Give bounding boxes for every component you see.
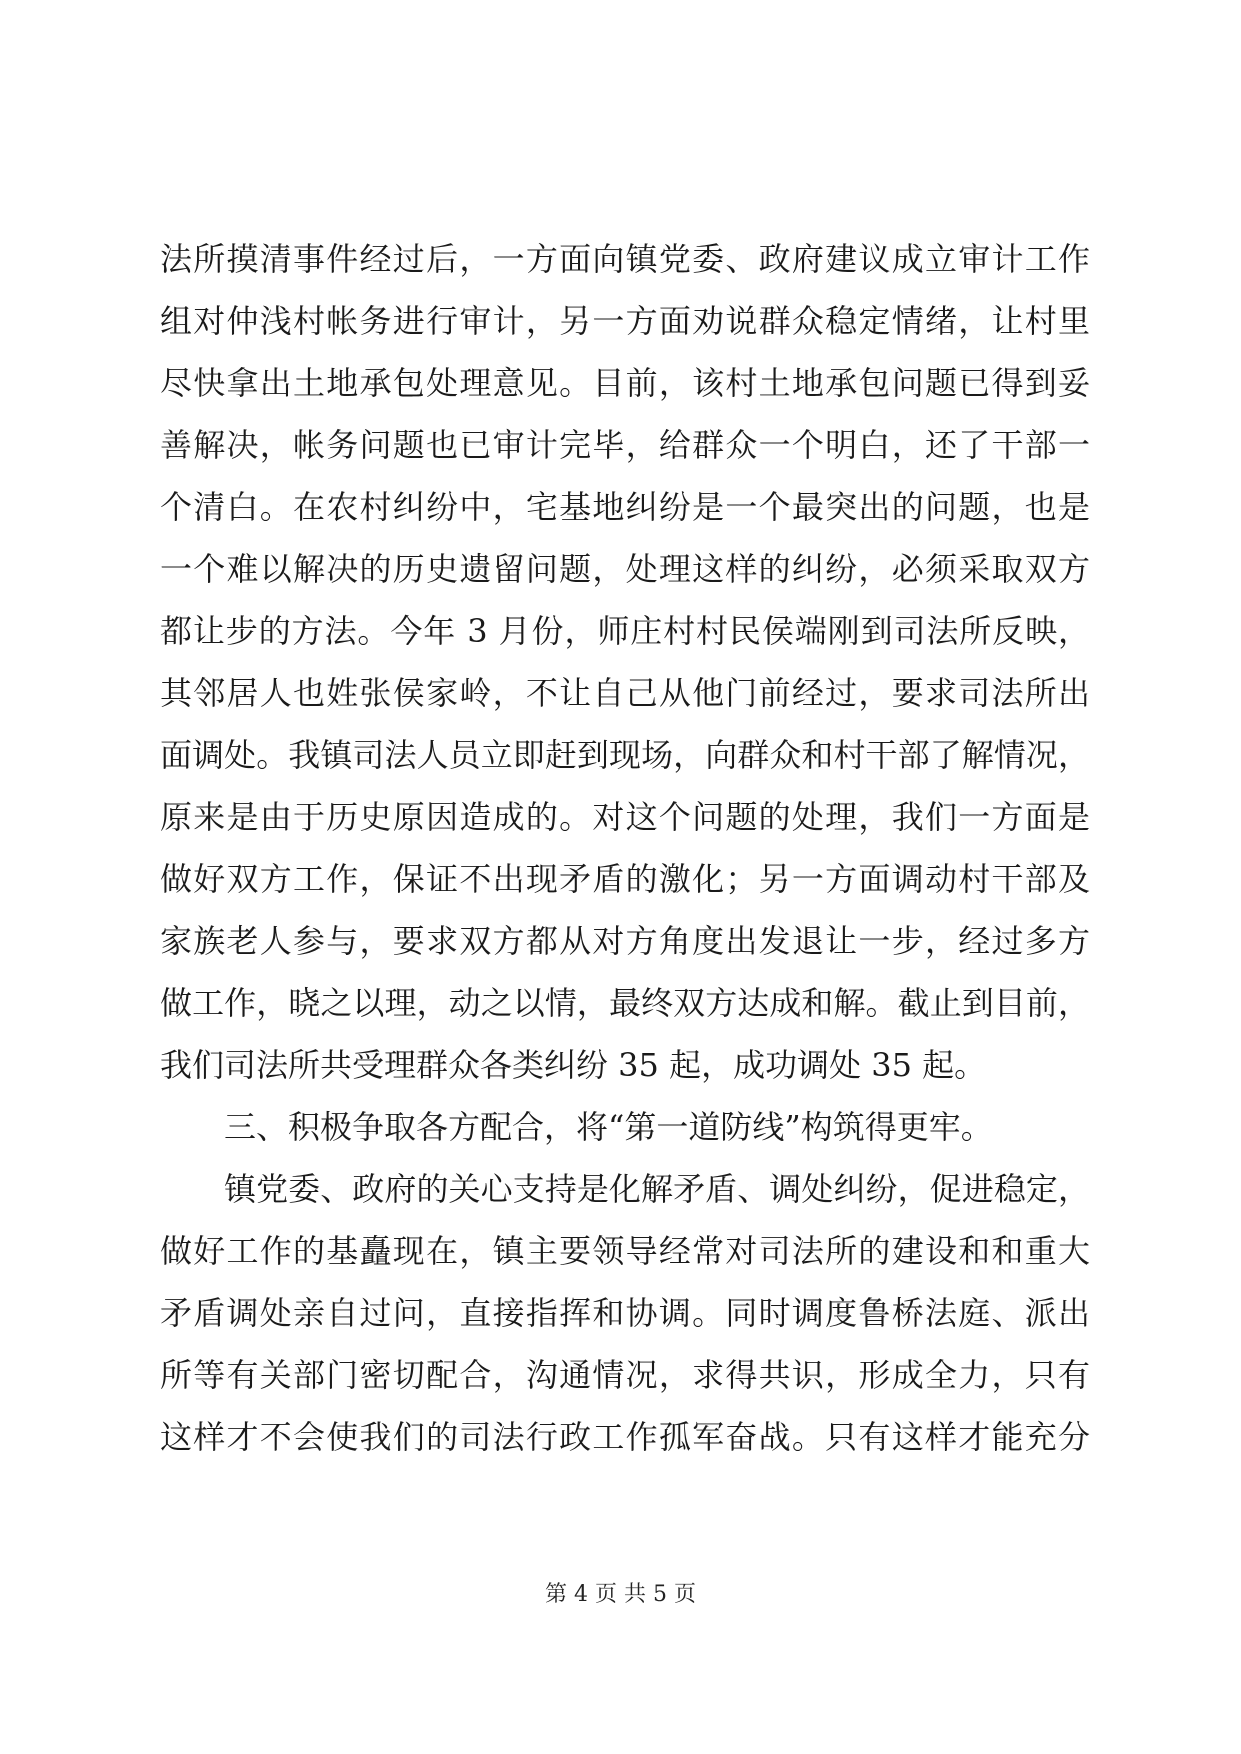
body-line: 所等有关部门密切配合，沟通情况，求得共识，形成全力，只有 (160, 1356, 1090, 1394)
body-line: 组对仲浅村帐务进行审计，另一方面劝说群众稳定情绪，让村里 (160, 302, 1090, 340)
body-line: 这样才不会使我们的司法行政工作孤军奋战。只有这样才能充分 (160, 1418, 1090, 1456)
body-line: 我们司法所共受理群众各类纠纷 35 起，成功调处 35 起。 (160, 1046, 987, 1084)
body-line: 家族老人参与，要求双方都从对方角度出发退让一步，经过多方 (160, 922, 1090, 960)
body-line: 做好工作的基矗现在，镇主要领导经常对司法所的建设和和重大 (160, 1232, 1090, 1270)
page-footer: 第 4 页 共 5 页 (545, 1582, 696, 1607)
body-line: 原来是由于历史原因造成的。对这个问题的处理，我们一方面是 (160, 798, 1090, 836)
body-line: 其邻居人也姓张侯家岭，不让自己从他门前经过，要求司法所出 (160, 674, 1090, 712)
body-line: 尽快拿出土地承包处理意见。目前，该村土地承包问题已得到妥 (160, 364, 1090, 402)
body-line: 做好双方工作，保证不出现矛盾的激化；另一方面调动村干部及 (160, 860, 1090, 898)
body-line: 法所摸清事件经过后，一方面向镇党委、政府建议成立审计工作 (160, 240, 1090, 278)
body-line: 矛盾调处亲自过问，直接指挥和协调。同时调度鲁桥法庭、派出 (160, 1294, 1090, 1332)
body-line: 一个难以解决的历史遗留问题，处理这样的纠纷，必须采取双方 (160, 550, 1090, 588)
body-line: 面调处。我镇司法人员立即赶到现场，向群众和村干部了解情况， (160, 736, 1090, 774)
body-line: 个清白。在农村纠纷中，宅基地纠纷是一个最突出的问题，也是 (160, 488, 1090, 526)
body-line: 镇党委、政府的关心支持是化解矛盾、调处纠纷，促进稳定， (224, 1170, 1090, 1208)
body-line: 善解决，帐务问题也已审计完毕，给群众一个明白，还了干部一 (160, 426, 1090, 464)
body-line: 都让步的方法。今年 3 月份，师庄村村民侯端刚到司法所反映， (160, 612, 1090, 650)
body-text (160, 228, 1090, 1468)
body-line: 做工作，晓之以理，动之以情，最终双方达成和解。截止到目前， (160, 984, 1090, 1022)
section-heading: 三、积极争取各方配合，将“第一道防线”构筑得更牢。 (224, 1108, 993, 1146)
